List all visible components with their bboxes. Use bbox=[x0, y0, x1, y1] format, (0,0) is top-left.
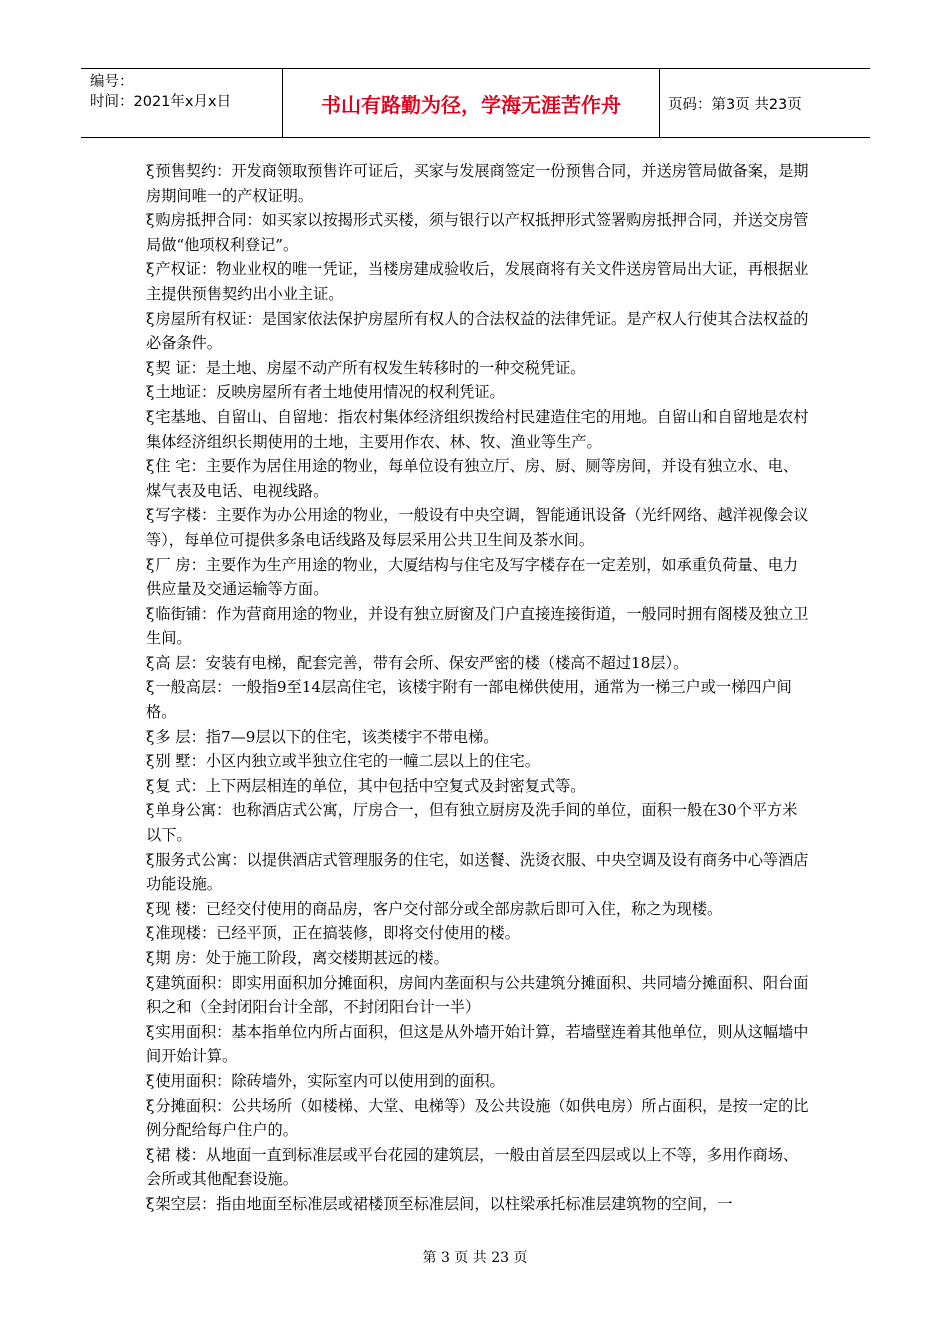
glossary-entry bbox=[146, 454, 810, 503]
entry-text: 单身公寓：也称酒店式公寓，厅房合一，但有独立厨房及洗手间的单位，面积一般在30个平方米以下。 bbox=[146, 801, 798, 845]
bullet-icon: ξ bbox=[146, 1022, 155, 1041]
entry-text: 预售契约：开发商领取预售许可证后，买家与发展商签定一份预售合同，并送房管局做备案，是期房期间唯一的产权证明。 bbox=[146, 162, 809, 205]
glossary-entry bbox=[146, 503, 810, 552]
entry-text: 高 层：安装有电梯，配套完善，带有会所、保安严密的楼（楼高不超过18层）。 bbox=[155, 653, 689, 672]
glossary-entry bbox=[146, 553, 810, 602]
bullet-icon: ξ bbox=[146, 727, 155, 746]
entry-text: 写字楼：主要作为办公用途的物业，一般设有中央空调，智能通讯设备（光纤网络、越洋视像会议等），每单位可提供多条电话线路及每层采用公共卫生间及茶水间。 bbox=[146, 506, 809, 549]
glossary-entry bbox=[146, 307, 810, 356]
glossary-entry bbox=[146, 675, 810, 724]
entry-text: 分摊面积：公共场所（如楼梯、大堂、电梯等）及公共设施（如供电房）所占面积，是按一定的比例分配给每户住户的。 bbox=[146, 1096, 809, 1140]
glossary-entry bbox=[146, 257, 810, 306]
bullet-icon: ξ bbox=[146, 801, 155, 820]
bullet-icon: ξ bbox=[146, 924, 155, 943]
entry-text: 土地证：反映房屋所有者土地使用情况的权利凭证。 bbox=[155, 383, 505, 402]
bullet-icon: ξ bbox=[146, 752, 155, 771]
entry-text: 一般高层：一般指9至14层高住宅，该楼宇附有一部电梯供使用，通常为一梯三户或一梯四户间格。 bbox=[146, 678, 792, 722]
entry-text: 服务式公寓：以提供酒店式管理服务的住宅，如送餐、洗烫衣服、中央空调及设有商务中心等酒店功能设施。 bbox=[146, 850, 809, 894]
entry-text: 实用面积：基本指单位内所占面积，但这是从外墙开始计算，若墙壁连着其他单位，则从这幅墙中间开始计算。 bbox=[146, 1022, 809, 1066]
bullet-icon: ξ bbox=[146, 776, 155, 795]
bullet-icon: ξ bbox=[146, 358, 155, 377]
glossary-entry bbox=[146, 405, 810, 454]
bullet-icon: ξ bbox=[146, 973, 155, 992]
glossary-entry bbox=[146, 356, 810, 381]
entry-text: 多 层：指7—9层以下的住宅，该类楼宇不带电梯。 bbox=[155, 727, 499, 746]
page-footer: 第 3 页 共 23 页 bbox=[422, 1250, 528, 1266]
page-header bbox=[81, 68, 870, 138]
bullet-icon: ξ bbox=[146, 211, 155, 230]
entry-text: 期 房：处于施工阶段，离交楼期甚远的楼。 bbox=[155, 949, 449, 967]
header-motto: 书山有路勤为径，学海无涯苦作舟 bbox=[283, 69, 660, 137]
bullet-icon: ξ bbox=[146, 850, 155, 869]
bullet-icon: ξ bbox=[146, 555, 155, 574]
header-meta bbox=[81, 69, 283, 137]
glossary-entry bbox=[146, 749, 810, 774]
entry-text: 临街铺：作为营商用途的物业，并设有独立厨窗及门户直接连接街道，一般同时拥有阁楼及独立卫生间。 bbox=[146, 604, 809, 648]
glossary-entry bbox=[146, 1143, 810, 1192]
bullet-icon: ξ bbox=[146, 604, 155, 623]
glossary-entry bbox=[146, 651, 810, 676]
entry-text: 购房抵押合同：如买家以按揭形式买楼，须与银行以产权抵押形式签署购房抵押合同，并送交房管局做“他项权利登记”。 bbox=[146, 211, 809, 254]
glossary-entry bbox=[146, 1094, 810, 1143]
entry-text: 别 墅：小区内独立或半独立住宅的一幢二层以上的住宅。 bbox=[155, 752, 540, 771]
glossary-entry bbox=[146, 1192, 810, 1217]
entry-text: 现 楼：已经交付使用的商品房，客户交付部分或全部房款后即可入住，称之为现楼。 bbox=[155, 899, 723, 918]
document-number-label: 编号： bbox=[90, 74, 134, 90]
entry-text: 住 宅：主要作为居住用途的物业，每单位设有独立厅、房、厨、厕等房间，并设有独立水、电、煤气表及电话、电视线路。 bbox=[146, 457, 799, 500]
glossary-entry bbox=[146, 848, 810, 897]
glossary-entry bbox=[146, 1069, 810, 1094]
glossary-entry bbox=[146, 725, 810, 750]
entry-text: 复 式：上下两层相连的单位，其中包括中空复式及封密复式等。 bbox=[155, 776, 586, 795]
entry-text: 架空层：指由地面至标准层或裙楼顶至标准层间，以柱梁承托标准层建筑物的空间，一 bbox=[155, 1194, 733, 1213]
glossary-entry bbox=[146, 798, 810, 847]
entry-text: 宅基地、自留山、自留地：指农村集体经济组织拨给村民建造住宅的用地。自留山和自留地是农村集体经济组织长期使用的土地，主要用作农、林、牧、渔业等生产。 bbox=[146, 407, 809, 451]
glossary-entry bbox=[146, 946, 810, 971]
entry-text: 准现楼：已经平顶，正在搞装修，即将交付使用的楼。 bbox=[155, 924, 520, 943]
bullet-icon: ξ bbox=[146, 457, 155, 476]
entry-text: 裙 楼：从地面一直到标准层或平台花园的建筑层，一般由首层至四层或以上不等，多用作商场、会所或其他配套设施。 bbox=[146, 1145, 799, 1189]
entry-text: 房屋所有权证：是国家依法保护房屋所有权人的合法权益的法律凭证。是产权人行使其合法权益的必备条件。 bbox=[146, 309, 809, 353]
glossary-entry bbox=[146, 971, 810, 1020]
bullet-icon: ξ bbox=[146, 506, 155, 525]
glossary-entry bbox=[146, 921, 810, 946]
bullet-icon: ξ bbox=[146, 1145, 155, 1164]
glossary-entry bbox=[146, 774, 810, 799]
document-date: 时间：2021年x月x日 bbox=[90, 94, 232, 110]
bullet-icon: ξ bbox=[146, 162, 155, 180]
entry-text: 建筑面积：即实用面积加分摊面积，房间内垄面积与公共建筑分摊面积、共同墙分摊面积、阳台面积之和（全封闭阳台计全部，不封闭阳台计一半） bbox=[146, 973, 809, 1017]
bullet-icon: ξ bbox=[146, 1096, 155, 1115]
glossary-entry bbox=[146, 602, 810, 651]
bullet-icon: ξ bbox=[146, 407, 155, 426]
glossary-entry bbox=[146, 380, 810, 405]
bullet-icon: ξ bbox=[146, 653, 155, 672]
entry-text: 使用面积：除砖墙外，实际室内可以使用到的面积。 bbox=[155, 1071, 505, 1090]
bullet-icon: ξ bbox=[146, 1071, 155, 1090]
glossary-entry bbox=[146, 1020, 810, 1069]
bullet-icon: ξ bbox=[146, 1194, 155, 1213]
glossary-list bbox=[146, 159, 810, 1217]
bullet-icon: ξ bbox=[146, 383, 155, 402]
glossary-entry bbox=[146, 159, 810, 208]
bullet-icon: ξ bbox=[146, 260, 155, 279]
glossary-entry bbox=[146, 897, 810, 922]
glossary-entry bbox=[146, 208, 810, 257]
entry-text: 契 证：是土地、房屋不动产所有权发生转移时的一种交税凭证。 bbox=[155, 358, 586, 377]
entry-text: 产权证：物业业权的唯一凭证，当楼房建成验收后，发展商将有关文件送房管局出大证，再根据业主提供预售契约出小业主证。 bbox=[146, 260, 809, 303]
bullet-icon: ξ bbox=[146, 309, 155, 328]
bullet-icon: ξ bbox=[146, 899, 155, 918]
entry-text: 厂 房：主要作为生产用途的物业，大厦结构与住宅及写字楼存在一定差别，如承重负荷量、电力供应量及交通运输等方面。 bbox=[146, 555, 799, 599]
bullet-icon: ξ bbox=[146, 678, 155, 697]
bullet-icon: ξ bbox=[146, 949, 155, 967]
header-page-info: 页码：第3页 共23页 bbox=[668, 96, 802, 113]
